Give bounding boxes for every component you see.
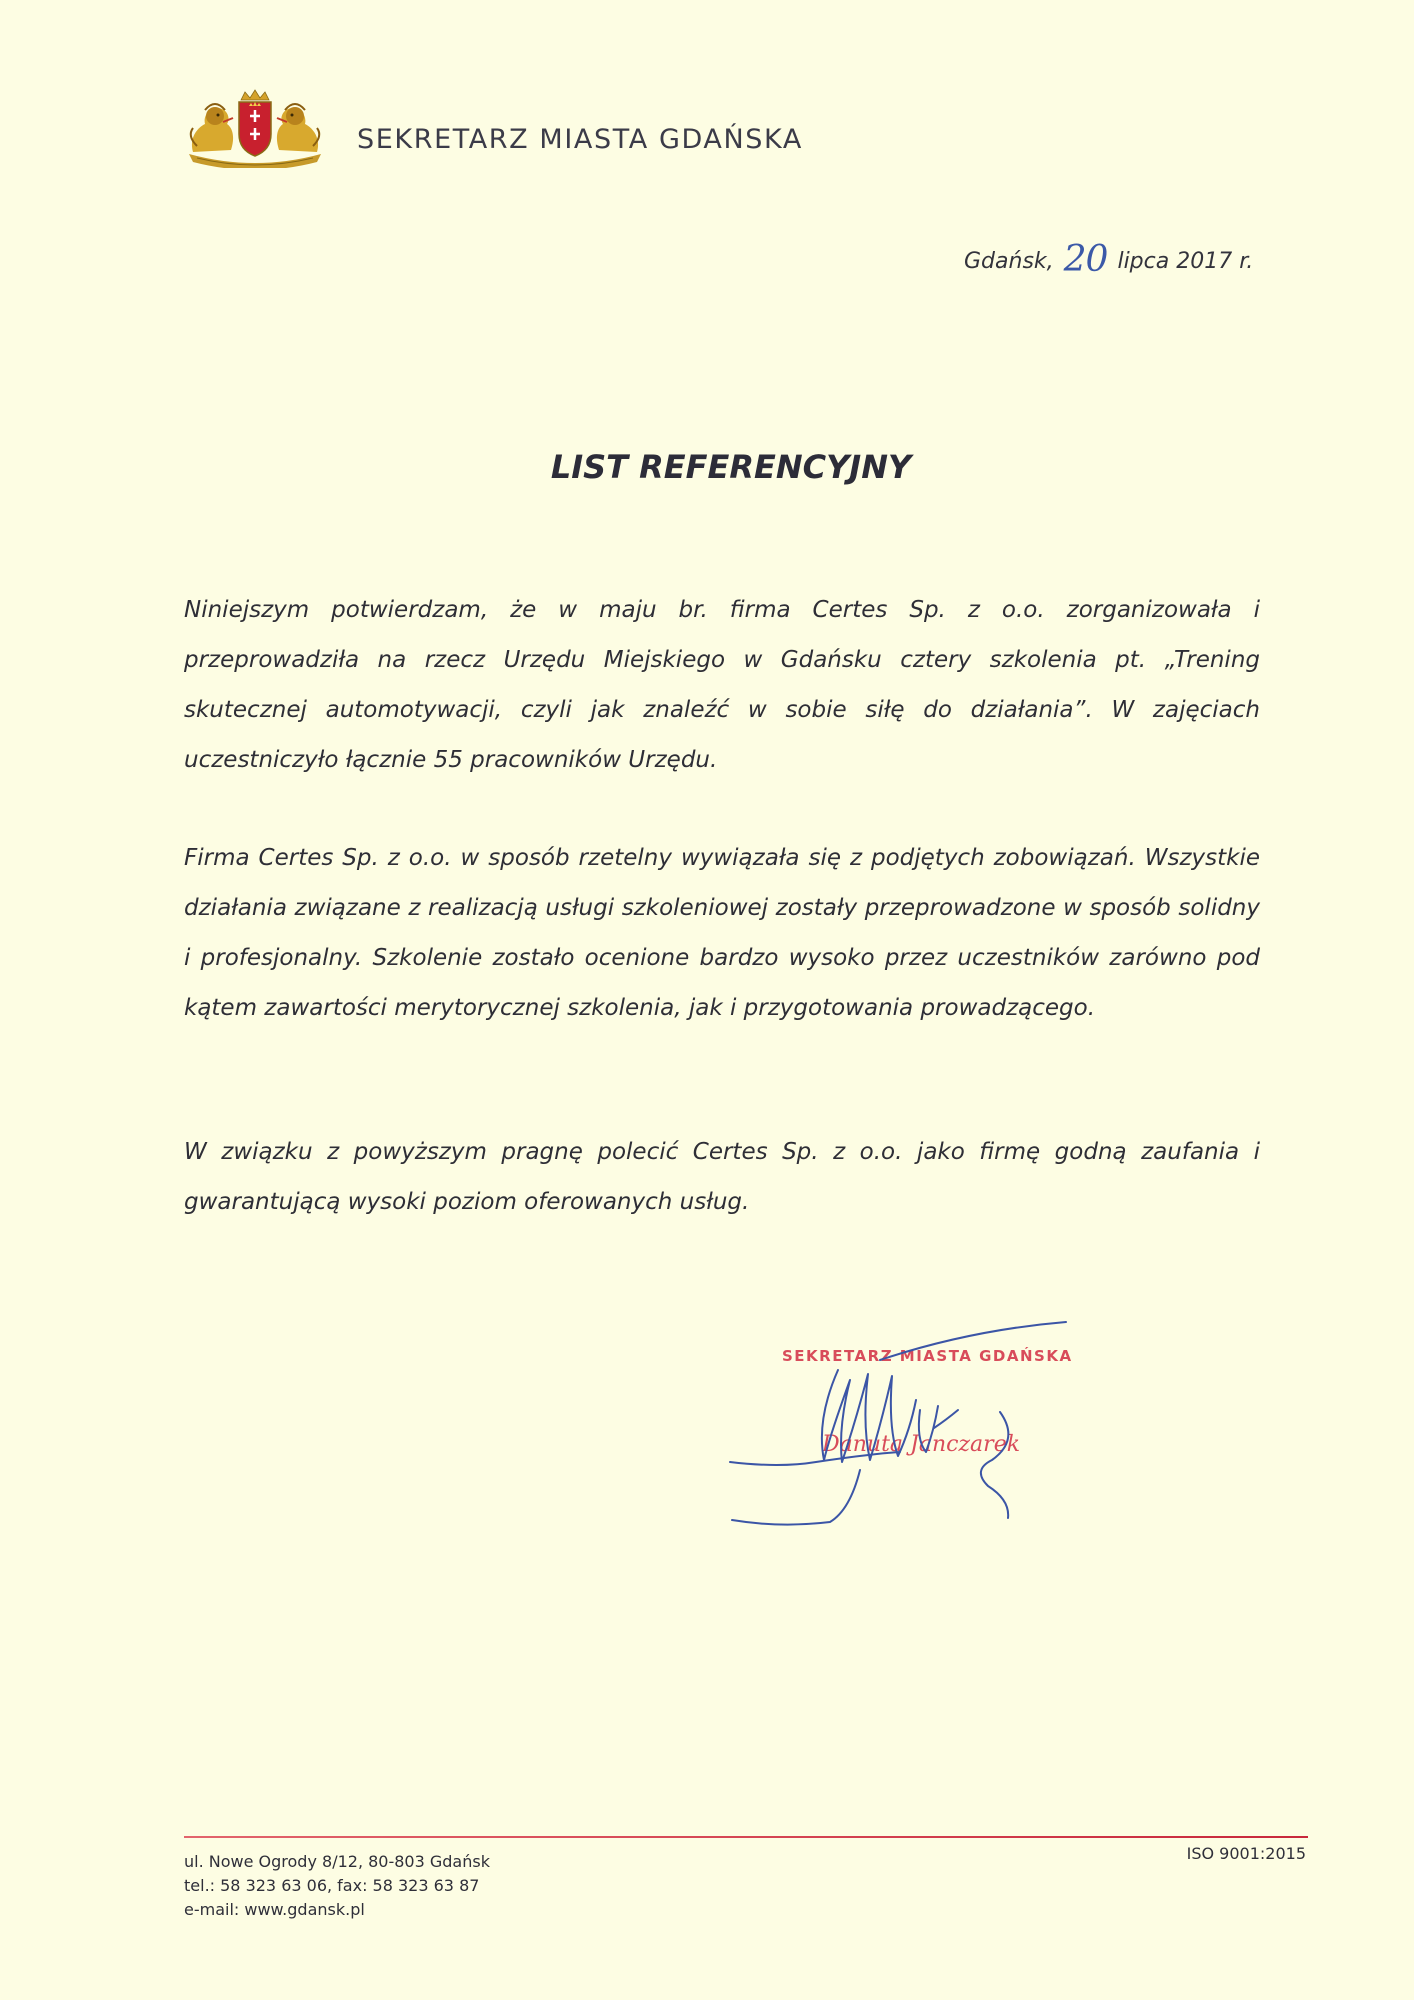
stamp-name: Danuta Janczarek xyxy=(822,1432,1021,1457)
body-paragraph-3: W związku z powyższym pragnę polecić Certes Sp. z o.o. jako firmę godną zaufania i gwarantującą wysoki poziom oferowanych usług. xyxy=(184,1139,1260,1215)
stamp-organization: SEKRETARZ MIASTA GDAŃSKA xyxy=(782,1347,1073,1365)
date-day-handwritten: 20 xyxy=(1063,239,1108,280)
footer-divider xyxy=(184,1836,1308,1838)
body-paragraph-1: Niniejszym potwierdzam, że w maju br. firma Certes Sp. z o.o. zorganizowała i przeprowadziła na rzecz Urzędu Miejskiego w Gdańsku cztery szkolenia pt. „Trening skutecznej automotywacji, czyli jak znaleźć w sobie siłę do działania”. W zajęciach uczestniczyło łącznie 55 pracowników Urzędu. xyxy=(184,597,1260,773)
handwritten-signature xyxy=(720,1310,1100,1530)
letter-date xyxy=(964,236,1254,280)
date-month-year: lipca 2017 r. xyxy=(1117,249,1254,274)
organization-name: SEKRETARZ MIASTA GDAŃSKA xyxy=(357,124,803,155)
footer-address-line: ul. Nowe Ogrody 8/12, 80-803 Gdańsk xyxy=(184,1852,490,1871)
document-title: LIST REFERENCYJNY xyxy=(550,448,912,486)
footer-phone-line: tel.: 58 323 63 06, fax: 58 323 63 87 xyxy=(184,1876,480,1895)
footer-email-line: e-mail: www.gdansk.pl xyxy=(184,1900,365,1919)
iso-certification: ISO 9001:2015 xyxy=(1186,1844,1306,1863)
body-paragraph-2: Firma Certes Sp. z o.o. w sposób rzetelny wywiązała się z podjętych zobowiązań. Wszystkie działania związane z realizacją usługi szkoleniowej zostały przeprowadzone w sposób solidny i profesjonalny. Szkolenie zostało ocenione bardzo wysoko przez uczestników zarówno pod kątem zawartości merytorycznej szkolenia, jak i przygotowania prowadzącego. xyxy=(184,845,1260,1021)
footer-contact xyxy=(184,1850,490,1922)
gdansk-coat-of-arms-icon xyxy=(183,88,327,168)
date-place: Gdańsk, xyxy=(964,249,1054,274)
